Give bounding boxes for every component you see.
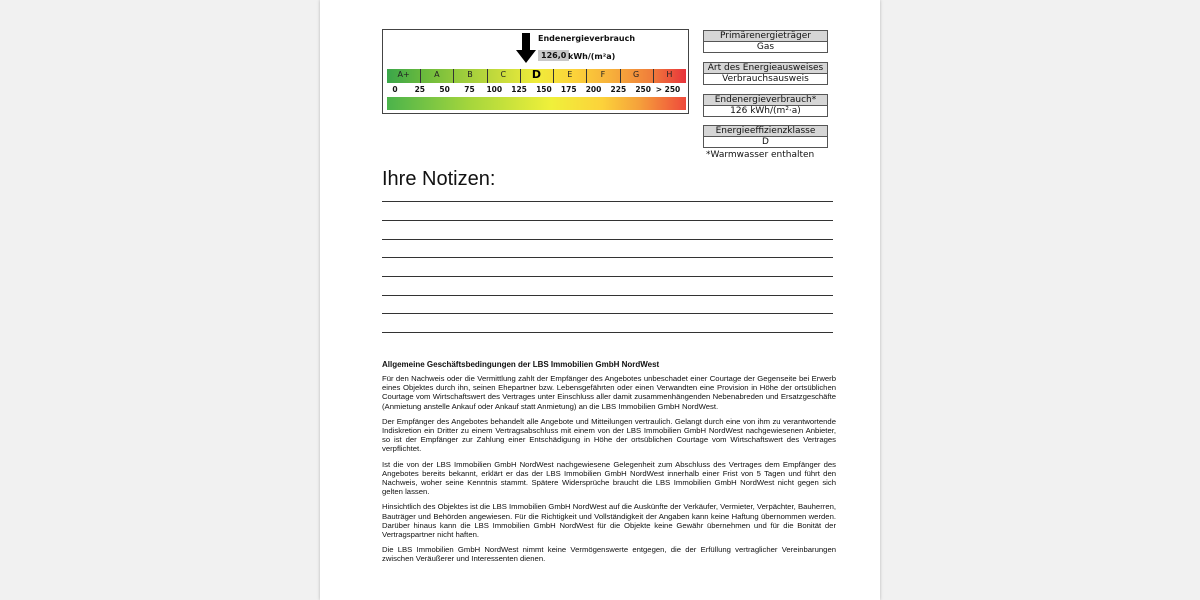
energy-class-g: G (633, 70, 640, 79)
energy-class-e: E (567, 70, 573, 79)
info-box-primary-energy (703, 30, 828, 53)
energy-scale-tick: 0 (392, 85, 398, 94)
info-box-efficiency-class (703, 125, 828, 148)
terms-paragraph: Der Empfänger des Angebotes behandelt alle Angebote und Mitteilungen vertraulich. Gelangt durch eine von ihm zu verantwortende Indiskretion ein Dritter zu einem Vertragsabschluss mit einem von der LBS Immobilien GmbH NordWest nachgewiesenen Anbieter, so ist der Empfänger zur Zahlung einer Entschädigung in Höhe der ortsüblichen Courtage vom Wirtschaftswert des Vertrages verpflichtet. (382, 416, 836, 454)
info-value: Verbrauchsausweis (722, 74, 809, 84)
energy-class-divider (487, 69, 488, 83)
energy-scale-tick: 100 (486, 85, 503, 94)
energy-class-divider (420, 69, 421, 83)
warm-water-note: *Warmwasser enthalten (706, 150, 815, 160)
info-box-certificate-type (703, 62, 828, 85)
terms-section (382, 360, 836, 570)
energy-scale-tick: 200 (585, 85, 602, 94)
energy-class-divider (553, 69, 554, 83)
energy-class-c: C (500, 70, 507, 79)
energy-scale-tick: 150 (536, 85, 552, 94)
energy-class-d: D (531, 68, 542, 81)
energy-chart-unit: kWh/(m²a) (568, 52, 616, 61)
note-line (382, 220, 833, 221)
energy-class-divider (586, 69, 587, 83)
arrow-down-icon (516, 33, 536, 63)
energy-class-divider (520, 69, 521, 83)
note-line (382, 313, 833, 314)
energy-scale-tick: 25 (414, 85, 426, 94)
energy-scale-tick: 175 (560, 85, 577, 94)
energy-chart (382, 29, 689, 114)
note-line (382, 239, 833, 240)
energy-scale-tick: 250 (635, 85, 651, 94)
terms-title: Allgemeine Geschäftsbedingungen der LBS Immobilien GmbH NordWest (382, 360, 660, 369)
energy-class-divider (653, 69, 654, 83)
notes-title: Ihre Notizen: (382, 168, 496, 190)
energy-scale-tick: 225 (610, 85, 627, 94)
info-label: Art des Energieausweises (704, 63, 827, 74)
note-line (382, 276, 833, 277)
energy-scale-tick: 125 (511, 85, 527, 94)
energy-class-f: F (600, 70, 606, 79)
info-value: D (762, 137, 769, 147)
energy-class-b: B (467, 70, 473, 79)
info-label: Primärenergieträger (704, 31, 827, 42)
terms-paragraph: Hinsichtlich des Objektes ist die LBS Immobilien GmbH NordWest auf die Auskünfte der Verkäufer, Vermieter, Verpächter, Bauherren, Bauträger und Behörden angewiesen. Für die Richtigkeit und Vollständigkeit der Angaben kann keine Haftung übernommen werden. Darüber hinaus kann die LBS Immobilien GmbH NordWest für die Objekte keine Gewähr übernehmen und für die Bonität der Vertragspartner nicht haften. (382, 502, 836, 540)
info-value: Gas (756, 42, 775, 52)
terms-paragraph: Ist die von der LBS Immobilien GmbH NordWest nachgewiesene Gelegenheit zum Abschluss des Vertrages dem Empfänger des Angebotes bereits bekannt, erklärt er das der LBS Immobilien GmbH NordWest innerhalb einer Frist von 5 Tagen und führt den Nachweis, woher seine Kenntnis stammt. Spätere Widersprüche braucht die LBS Immobilien GmbH NordWest nicht gegen sich gelten lassen. (382, 459, 836, 497)
energy-class-a: A (434, 70, 440, 79)
note-line (382, 257, 833, 258)
note-line (382, 332, 833, 333)
info-value: 126 kWh/(m²·a) (730, 106, 801, 116)
note-line (382, 201, 833, 202)
info-label: Endenergieverbrauch* (704, 95, 827, 106)
note-line (382, 295, 833, 296)
document-page (320, 0, 880, 600)
energy-class-divider (453, 69, 454, 83)
energy-scale (387, 85, 686, 95)
energy-scale-tick: 50 (439, 85, 450, 94)
energy-chart-title: Endenergieverbrauch (538, 34, 636, 43)
terms-paragraph: Die LBS Immobilien GmbH NordWest nimmt keine Vermögenswerte entgegen, die der Erfüllung vertraglicher Vereinbarungen zwischen Veräußerer und Interessenten dienen. (382, 545, 836, 564)
terms-paragraph: Für den Nachweis oder die Vermittlung zahlt der Empfänger des Angebotes unbeschadet einer Courtage der Gegenseite bei Erwerb eines Objektes durch ihn, seinen Ehepartner bzw. Lebensgefährten oder einen Verwandten eine Provision in Höhe der ortsüblichen Courtage vom Wirtschaftswert des Vertrages unter Einschluss aller damit zusammenhängenden Nebenabreden und Ersatzgeschäfte (Anmietung anstelle Ankauf oder Ankauf statt Anmietung) an die LBS Immobilien GmbH NordWest. (382, 374, 836, 411)
energy-gradient-bar (387, 97, 686, 110)
energy-scale-tick: 75 (464, 85, 475, 94)
info-label: Energieeffizienzklasse (704, 126, 827, 137)
energy-chart-value: 126,0 (538, 50, 569, 61)
energy-class-divider (620, 69, 621, 83)
info-box-energy-consumption (703, 94, 828, 117)
energy-class-h: H (666, 70, 673, 79)
energy-class-aplus: A+ (397, 70, 410, 79)
energy-class-bar (387, 69, 686, 83)
energy-scale-tick: > 250 (655, 85, 681, 94)
